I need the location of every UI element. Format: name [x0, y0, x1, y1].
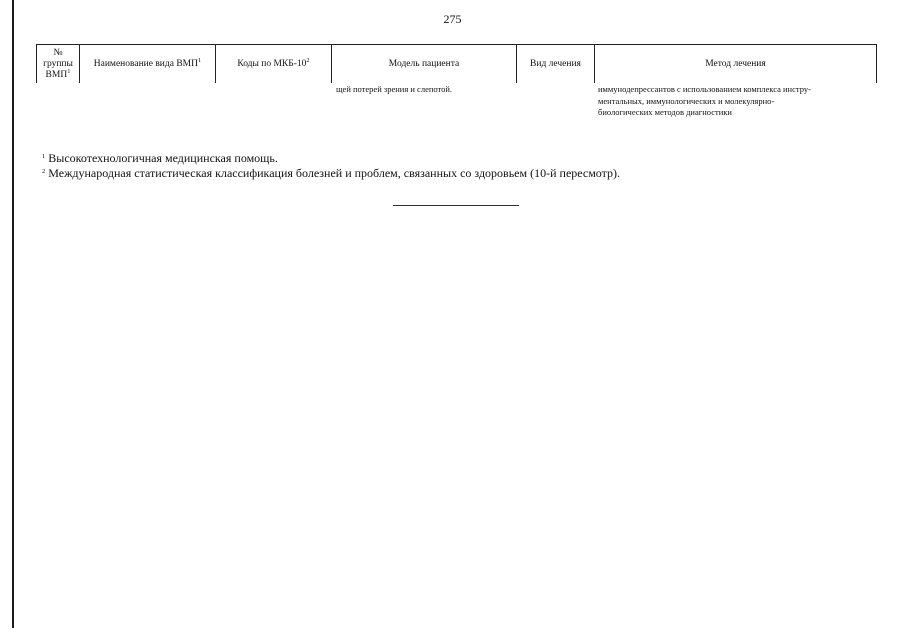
footnote-text: Высокотехнологичная медицинская помощь. [48, 151, 278, 165]
continued-treatment-method [598, 84, 811, 119]
header-icd-codes-label: Коды по МКБ-10 [237, 58, 307, 69]
footnote [42, 166, 620, 181]
header-treatment-method: Метод лечения [595, 45, 877, 84]
end-rule [393, 205, 519, 206]
footnote [42, 151, 278, 166]
page-number: 275 [443, 12, 462, 26]
header-vmp-type-label: Наименование вида ВМП [93, 58, 198, 69]
header-icd-codes [216, 45, 332, 84]
table-header [36, 44, 877, 83]
footnote-mark: 2 [42, 168, 46, 175]
header-vmp-type [80, 45, 216, 84]
method-line: ментальных, иммунологических и молекулярно- [598, 95, 775, 106]
footnote-ref: 1 [67, 67, 71, 75]
footnote-text: Международная статистическая классификация болезней и проблем, связанных со здоровьем (10-й пересмотр). [48, 166, 621, 180]
footnote-mark: 1 [42, 153, 46, 160]
header-group-number [37, 45, 80, 84]
method-line: биологических методов диагностики [598, 107, 732, 117]
header-treatment-type: Вид лечения [517, 45, 595, 84]
continued-patient-model: щей потерей зрения и слепотой. [336, 84, 453, 94]
left-margin-rule [12, 0, 14, 628]
header-group-number-line2: группы [43, 58, 73, 69]
header-group-number-line3: ВМП [45, 69, 68, 80]
header-patient-model: Модель пациента [332, 45, 517, 84]
method-line: иммунодепрессантов с использованием комплекса инстру- [598, 84, 811, 94]
header-group-number-line1: № [53, 47, 63, 58]
footnote-ref: 2 [306, 56, 310, 64]
footnote-ref: 1 [197, 56, 202, 64]
